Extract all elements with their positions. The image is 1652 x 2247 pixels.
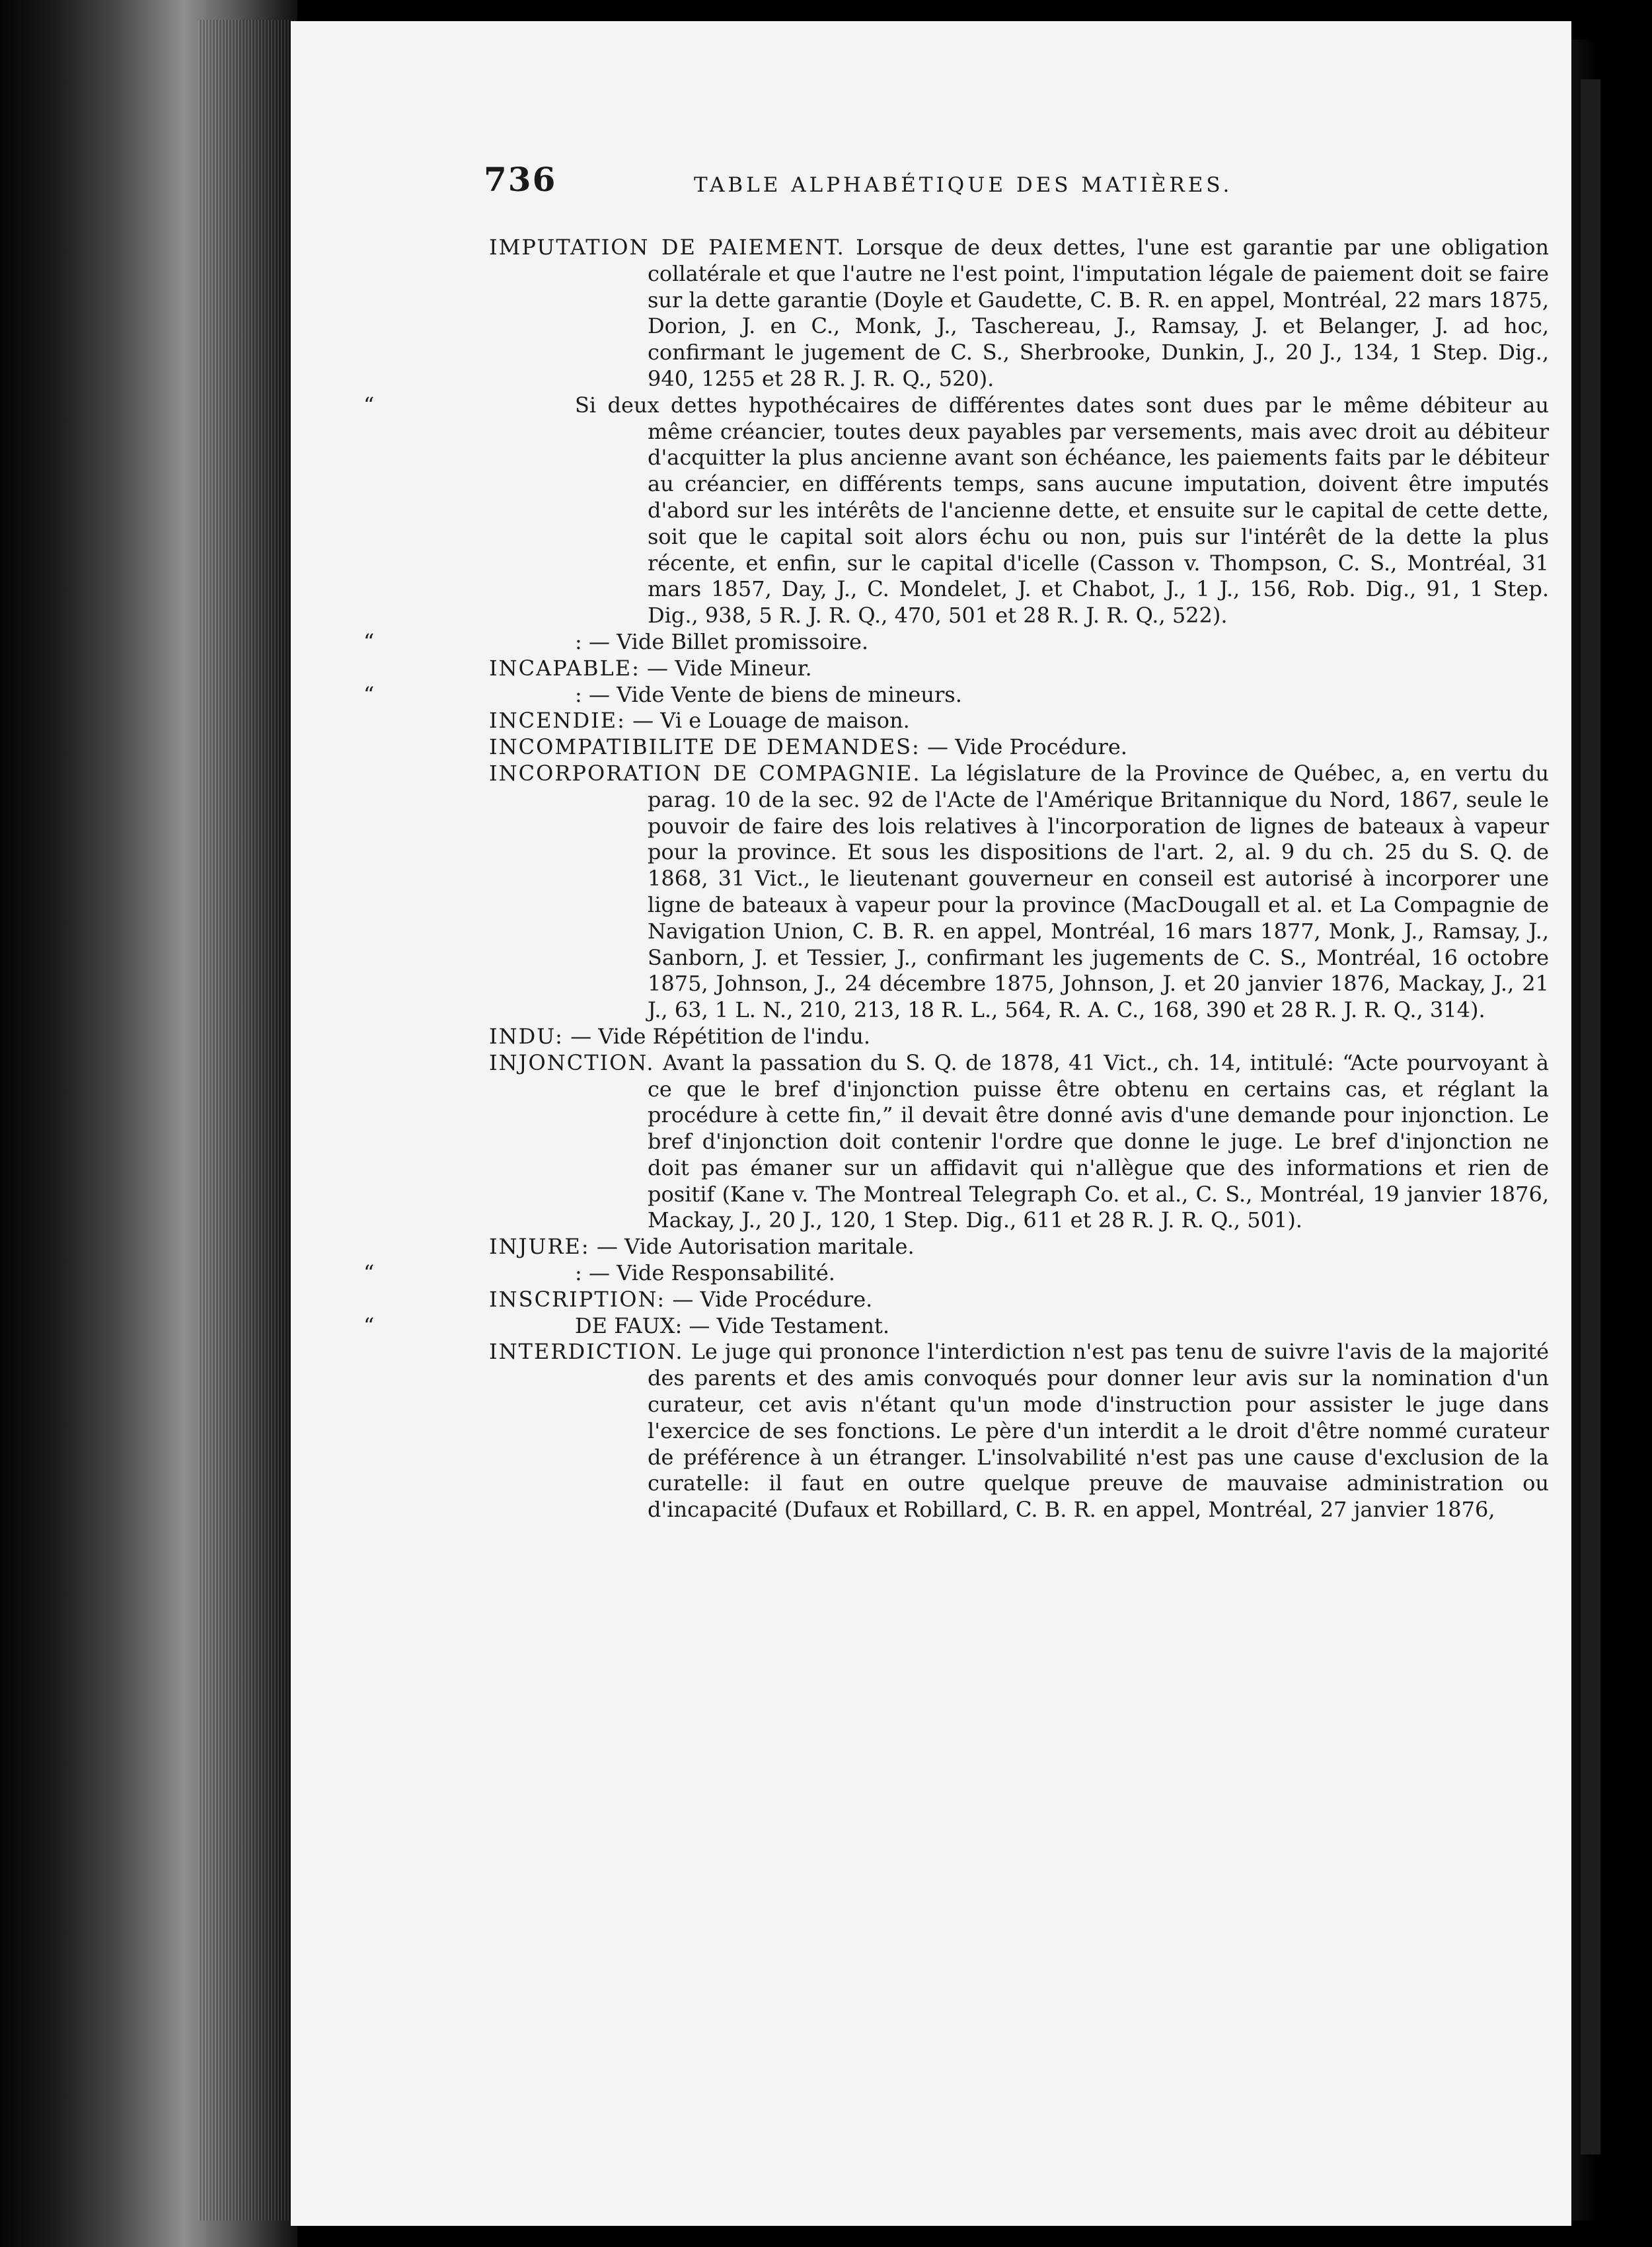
entry-heading: INJURE: bbox=[489, 1234, 590, 1260]
ditto-mark: “ bbox=[363, 1313, 375, 1338]
entry-heading: INTERDICTION. bbox=[489, 1339, 684, 1365]
document-page bbox=[291, 21, 1571, 2226]
entry-text: : — Vide Vente de biens de mineurs. bbox=[575, 681, 962, 707]
index-entry bbox=[489, 1234, 1549, 1260]
ditto-mark: “ bbox=[363, 1260, 375, 1286]
index-entry bbox=[489, 1339, 1549, 1523]
entry-text: — Vi e Louage de maison. bbox=[632, 708, 910, 734]
entry-text: Avant la passation du S. Q. de 1878, 41 Vict., ch. 14, intitulé: “Acte pourvoyant à ce que le bref d'injonction puisse être obtenu en certains cas, et réglant la procédure à cette fin,” il devait être donné avis d'une demande pour injonction. Le bref d'injonction doit contenir l'ordre que donne le juge. Le bref d'injonction ne doit pas émaner sur un affidavit qui n'allègue que des informations et rien de positif (Kane v. The Montreal Telegraph Co. et al., C. S., Montréal, 19 janvier 1876, Mackay, J., 20 J., 120, 1 Step. Dig., 611 et 28 R. J. R. Q., 501). bbox=[648, 1049, 1550, 1233]
page-number: 736 bbox=[484, 160, 557, 199]
entry-text: — Vide Mineur. bbox=[647, 655, 812, 681]
index-entry bbox=[363, 1313, 1549, 1340]
adjacent-page-edge bbox=[1581, 79, 1600, 2154]
entry-text: Lorsque de deux dettes, l'une est garantie par une obligation collatérale et que l'autre ne l'est point, l'imputation légale de paiement doit se faire sur la dette garantie (Doyle et Gaudette, C. B. R. en appel, Montréal, 22 mars 1875, Dorion, J. en C., Monk, J., Taschereau, J., Ramsay, J. et Belanger, J. ad hoc, confirmant le jugement de C. S., Sherbrooke, Dunkin, J., 20 J., 134, 1 Step. Dig., 940, 1255 et 28 R. J. R. Q., 520). bbox=[648, 235, 1550, 391]
entry-text: : — Vide Billet promissoire. bbox=[575, 628, 869, 654]
entry-text: DE FAUX: — Vide Testament. bbox=[575, 1313, 890, 1338]
entry-heading: INDU: bbox=[489, 1023, 564, 1049]
entry-heading: INCOMPATIBILITE DE DEMANDES: bbox=[489, 734, 920, 760]
index-entry bbox=[363, 681, 1549, 708]
index-entry bbox=[489, 1024, 1549, 1050]
entry-text: — Vide Procédure. bbox=[672, 1286, 873, 1312]
index-entries bbox=[363, 235, 1550, 1523]
entry-heading: INSCRIPTION: bbox=[489, 1286, 666, 1312]
entry-text: — Vide Autorisation maritale. bbox=[596, 1234, 915, 1260]
entry-text: La législature de la Province de Québec, a, en vertu du parag. 10 de la sec. 92 de l'Acte de l'Amérique Britannique du Nord, 1867, seule le pouvoir de faire des lois relatives à l'incorporation de lignes de bateaux à vapeur pour la province. Et sous les dispositions de l'art. 2, al. 9 du ch. 25 du S. Q. de 1868, 31 Vict., le lieutenant gouverneur en conseil est autorisé à incorporer une ligne de bateaux à vapeur pour la province (MacDougall et al. et La Compagnie de Navigation Union, C. B. R. en appel, Montréal, 16 mars 1877, Monk, J., Ramsay, J., Sanborn, J. et Tessier, J., confirmant les jugements de C. S., Montréal, 16 octobre 1875, Johnson, J., 24 décembre 1875, Johnson, J. et 20 janvier 1876, Mackay, J., 21 J., 63, 1 L. N., 210, 213, 18 R. L., 564, R. A. C., 168, 390 et 28 R. J. R. Q., 314). bbox=[648, 760, 1550, 1023]
ditto-mark: “ bbox=[363, 392, 375, 418]
entry-heading: INCORPORATION DE COMPAGNIE. bbox=[489, 760, 921, 786]
ditto-mark: “ bbox=[363, 681, 375, 707]
index-entry bbox=[489, 1287, 1549, 1313]
index-entry bbox=[489, 656, 1549, 682]
page-edges bbox=[198, 20, 297, 2221]
index-entry bbox=[489, 734, 1549, 761]
index-entry bbox=[363, 628, 1549, 656]
index-entry bbox=[363, 392, 1549, 629]
index-entry bbox=[489, 761, 1549, 1024]
index-entry bbox=[489, 235, 1549, 393]
entry-text: — Vide Répétition de l'indu. bbox=[570, 1023, 871, 1049]
index-entry bbox=[489, 1050, 1549, 1235]
entry-text: Le juge qui prononce l'interdiction n'est pas tenu de suivre l'avis de la majorité des parents et des amis convoqués pour donner leur avis sur la nomination d'un curateur, cet avis n'étant qu'un mode d'instruction pour assister le juge dans l'exercice de ses fonctions. Le père d'un interdit a le droit d'être nommé curateur de préférence à un étranger. L'insolvabilité n'est pas une cause d'exclusion de la curatelle: il faut en outre quelque preuve de mauvaise administration ou d'incapacité (Dufaux et Robillard, C. B. R. en appel, Montréal, 27 janvier 1876, bbox=[648, 1339, 1550, 1523]
entry-text: — Vide Procédure. bbox=[926, 734, 1127, 760]
entry-text: Si deux dettes hypothécaires de différentes dates sont dues par le même débiteur au même créancier, toutes deux payables par versements, mais avec droit au débiteur d'acquitter la plus ancienne avant son échéance, les paiements faits par le débiteur au créancier, en différents temps, sans aucune imputation, doivent être imputés d'abord sur les intérêts de l'ancienne dette, et ensuite sur le capital de cette dette, soit que le capital soit alors échu ou non, puis sur l'intérêt de la dette la plus récente, et enfin, sur le capital d'icelle (Casson v. Thompson, C. S., Montréal, 31 mars 1857, Day, J., C. Mondelet, J. et Chabot, J., 1 J., 156, Rob. Dig., 91, 1 Step. Dig., 938, 5 R. J. R. Q., 470, 501 et 28 R. J. R. Q., 522). bbox=[575, 392, 1549, 628]
entry-heading: INJONCTION. bbox=[489, 1049, 655, 1075]
ditto-mark: “ bbox=[363, 628, 375, 654]
page-header bbox=[484, 160, 1554, 206]
entry-text: : — Vide Responsabilité. bbox=[575, 1260, 835, 1286]
entry-heading: INCENDIE: bbox=[489, 708, 626, 734]
index-entry bbox=[489, 708, 1549, 734]
entry-heading: IMPUTATION DE PAIEMENT. bbox=[489, 235, 845, 260]
entry-heading: INCAPABLE: bbox=[489, 655, 640, 681]
index-entry bbox=[363, 1260, 1549, 1287]
running-title: TABLE ALPHABÉTIQUE DES MATIÈRES. bbox=[694, 173, 1233, 197]
